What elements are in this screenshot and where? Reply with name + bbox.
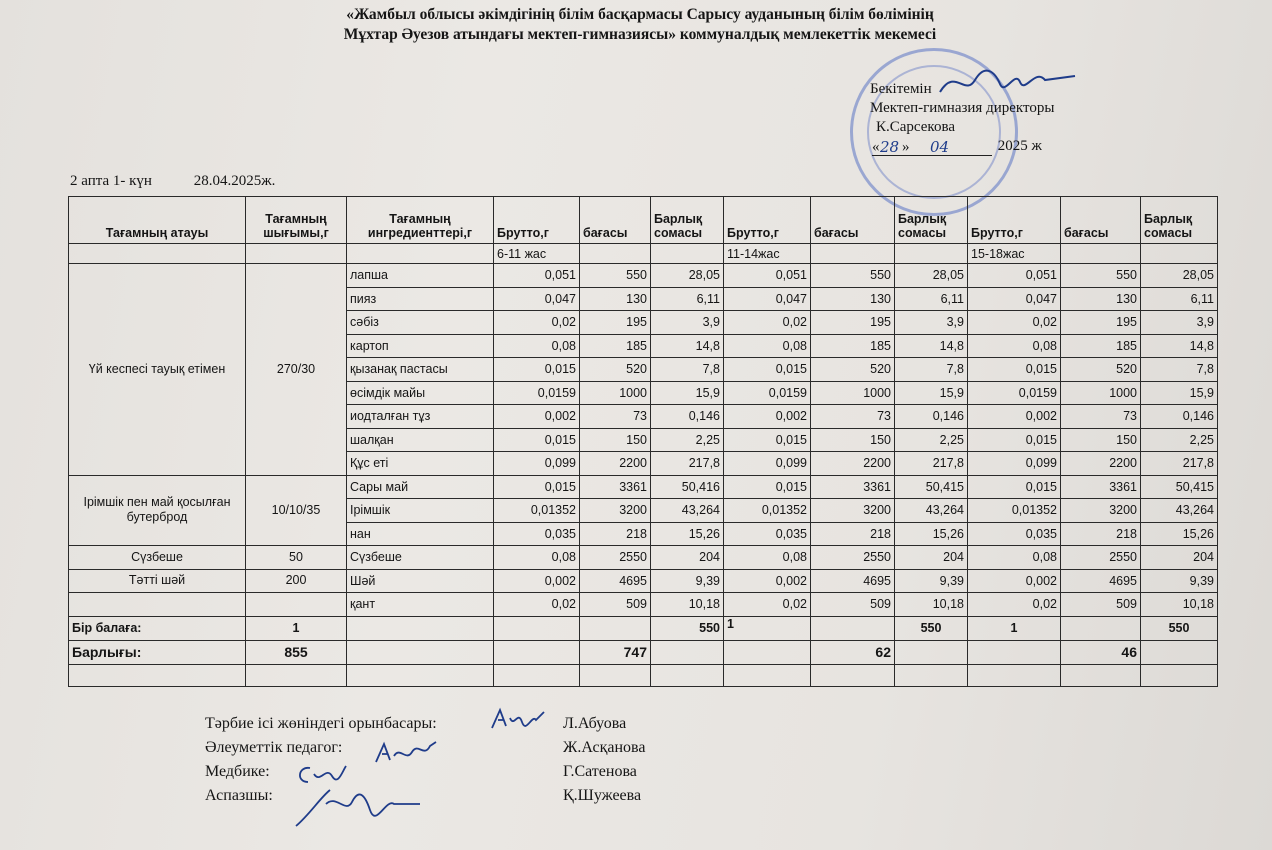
value-cell: 73 — [811, 405, 895, 429]
per-child-count-3: 1 — [968, 616, 1061, 640]
value-cell: 1000 — [811, 381, 895, 405]
value-cell: 0,08 — [724, 546, 811, 570]
value-cell: 7,8 — [1141, 358, 1218, 382]
table-header-row — [69, 197, 1218, 244]
value-cell: 0,099 — [968, 452, 1061, 476]
dish-yield — [246, 593, 347, 617]
value-cell: 130 — [1061, 287, 1141, 311]
ingredient-name: қызанақ пастасы — [347, 358, 494, 382]
value-cell: 217,8 — [1141, 452, 1218, 476]
value-cell: 0,002 — [968, 405, 1061, 429]
empty-cell — [811, 664, 895, 686]
signatures-block — [205, 712, 725, 808]
dish-yield: 10/10/35 — [246, 475, 347, 546]
empty-row — [69, 664, 1218, 686]
dish-name — [69, 593, 246, 617]
value-cell: 0,02 — [494, 593, 580, 617]
value-cell: 0,02 — [494, 311, 580, 335]
col-price-1: бағасы — [580, 197, 651, 244]
value-cell: 43,264 — [651, 499, 724, 523]
value-cell: 4695 — [1061, 569, 1141, 593]
value-cell: 0,015 — [494, 358, 580, 382]
value-cell: 50,415 — [895, 475, 968, 499]
value-cell: 0,015 — [724, 475, 811, 499]
value-cell: 73 — [1061, 405, 1141, 429]
value-cell: 2550 — [580, 546, 651, 570]
value-cell: 2,25 — [895, 428, 968, 452]
table-row — [69, 546, 1218, 570]
signature-person: Г.Сатенова — [563, 763, 637, 780]
value-cell: 0,015 — [494, 475, 580, 499]
col-yield: Тағамның шығымы,г — [246, 197, 347, 244]
day-info — [70, 173, 275, 190]
grand-total-1: 747 — [580, 640, 651, 664]
document-header — [190, 5, 1090, 45]
header-line-2: Мұхтар Әуезов атындағы мектеп-гимназиясы» коммуналдық мемлекеттік мекемесі — [343, 26, 937, 43]
menu-body — [69, 264, 1218, 617]
per-child-row — [69, 616, 1218, 640]
value-cell: 0,035 — [968, 522, 1061, 546]
value-cell: 6,11 — [895, 287, 968, 311]
grand-total-2: 62 — [811, 640, 895, 664]
date-close-quote: » — [902, 139, 910, 155]
value-cell: 28,05 — [895, 264, 968, 288]
empty-cell — [347, 616, 494, 640]
date-blank — [872, 138, 992, 156]
approve-word: Бекітемін — [870, 81, 932, 97]
value-cell: 0,015 — [494, 428, 580, 452]
value-cell: 195 — [580, 311, 651, 335]
col-price-2: бағасы — [811, 197, 895, 244]
empty-cell — [968, 664, 1061, 686]
empty-cell — [651, 244, 724, 264]
value-cell: 0,02 — [724, 593, 811, 617]
empty-cell — [1141, 640, 1218, 664]
value-cell: 14,8 — [895, 334, 968, 358]
value-cell: 0,099 — [494, 452, 580, 476]
empty-cell — [246, 244, 347, 264]
value-cell: 0,01352 — [724, 499, 811, 523]
director-signature — [935, 62, 1085, 102]
dish-yield: 200 — [246, 569, 347, 593]
value-cell: 0,047 — [494, 287, 580, 311]
value-cell: 0,08 — [968, 546, 1061, 570]
per-child-count-2: 1 — [724, 616, 811, 640]
value-cell: 0,02 — [724, 311, 811, 335]
value-cell: 15,9 — [1141, 381, 1218, 405]
value-cell: 1000 — [1061, 381, 1141, 405]
date-open-quote: « — [872, 139, 880, 155]
signature-person: Ж.Асқанова — [563, 739, 646, 756]
ingredient-name: қант — [347, 593, 494, 617]
col-total-1: Барлық сомасы — [651, 197, 724, 244]
value-cell: 3200 — [1061, 499, 1141, 523]
value-cell: 0,047 — [968, 287, 1061, 311]
value-cell: 2200 — [811, 452, 895, 476]
value-cell: 520 — [1061, 358, 1141, 382]
ingredient-name: нан — [347, 522, 494, 546]
value-cell: 550 — [1061, 264, 1141, 288]
grand-total-row — [69, 640, 1218, 664]
value-cell: 2,25 — [651, 428, 724, 452]
empty-cell — [811, 616, 895, 640]
value-cell: 550 — [580, 264, 651, 288]
value-cell: 0,146 — [895, 405, 968, 429]
signature-row — [205, 736, 725, 760]
value-cell: 3200 — [580, 499, 651, 523]
ingredient-name: Сүзбеше — [347, 546, 494, 570]
empty-cell — [69, 244, 246, 264]
ingredient-name: өсімдік майы — [347, 381, 494, 405]
value-cell: 15,26 — [651, 522, 724, 546]
value-cell: 3,9 — [895, 311, 968, 335]
approval-date — [870, 137, 1054, 156]
value-cell: 6,11 — [1141, 287, 1218, 311]
menu-table — [68, 196, 1218, 687]
value-cell: 0,051 — [494, 264, 580, 288]
ingredient-name: Құс еті — [347, 452, 494, 476]
director-position: Мектеп-гимназия директоры — [870, 100, 1055, 116]
col-gross-3: Брутто,г — [968, 197, 1061, 244]
table-row — [69, 264, 1218, 288]
dish-name: Сүзбеше — [69, 546, 246, 570]
value-cell: 28,05 — [651, 264, 724, 288]
dish-yield: 270/30 — [246, 264, 347, 476]
value-cell: 7,8 — [651, 358, 724, 382]
grand-total-3: 46 — [1061, 640, 1141, 664]
value-cell: 0,002 — [968, 569, 1061, 593]
value-cell: 3200 — [811, 499, 895, 523]
empty-cell — [494, 616, 580, 640]
signature-row — [205, 784, 725, 808]
value-cell: 15,9 — [895, 381, 968, 405]
empty-cell — [811, 244, 895, 264]
value-cell: 10,18 — [895, 593, 968, 617]
value-cell: 9,39 — [895, 569, 968, 593]
per-child-yield: 1 — [246, 616, 347, 640]
social-pedagogue-signature — [372, 738, 442, 768]
value-cell: 10,18 — [651, 593, 724, 617]
value-cell: 130 — [580, 287, 651, 311]
empty-cell — [968, 640, 1061, 664]
ingredient-name: пияз — [347, 287, 494, 311]
value-cell: 2550 — [1061, 546, 1141, 570]
empty-cell — [347, 664, 494, 686]
value-cell: 550 — [811, 264, 895, 288]
signature-role: Әлеуметтік педагог: — [205, 739, 343, 756]
ingredient-name: иодталған тұз — [347, 405, 494, 429]
col-ingredients: Тағамның ингредиенттері,г — [347, 197, 494, 244]
value-cell: 2,25 — [1141, 428, 1218, 452]
value-cell: 0,099 — [724, 452, 811, 476]
value-cell: 1000 — [580, 381, 651, 405]
date-month: 04 — [930, 138, 950, 156]
value-cell: 43,264 — [1141, 499, 1218, 523]
ingredient-name: сәбіз — [347, 311, 494, 335]
value-cell: 0,051 — [968, 264, 1061, 288]
value-cell: 2550 — [811, 546, 895, 570]
value-cell: 185 — [811, 334, 895, 358]
age-group-1: 6-11 жас — [494, 244, 580, 264]
empty-cell — [895, 664, 968, 686]
ingredient-name: лапша — [347, 264, 494, 288]
ingredient-name: Ірімшік — [347, 499, 494, 523]
value-cell: 0,002 — [724, 405, 811, 429]
empty-cell — [651, 664, 724, 686]
value-cell: 0,015 — [968, 428, 1061, 452]
table-row — [69, 569, 1218, 593]
value-cell: 15,26 — [895, 522, 968, 546]
value-cell: 2200 — [580, 452, 651, 476]
signature-person: Л.Абуова — [563, 715, 627, 732]
empty-cell — [580, 664, 651, 686]
value-cell: 15,26 — [1141, 522, 1218, 546]
value-cell: 0,002 — [494, 569, 580, 593]
empty-cell — [651, 640, 724, 664]
value-cell: 0,002 — [724, 569, 811, 593]
value-cell: 218 — [811, 522, 895, 546]
grand-total-label: Барлығы: — [69, 640, 246, 664]
value-cell: 520 — [811, 358, 895, 382]
table-row — [69, 593, 1218, 617]
value-cell: 3361 — [580, 475, 651, 499]
value-cell: 0,08 — [494, 334, 580, 358]
director-name: К.Сарсекова — [876, 119, 955, 135]
empty-cell — [895, 640, 968, 664]
value-cell: 0,0159 — [968, 381, 1061, 405]
header-line-1: «Жамбыл облысы әкімдігінің білім басқармасы Сарысу ауданының білім бөлімінің — [346, 6, 934, 23]
age-group-2: 11-14жас — [724, 244, 811, 264]
value-cell: 4695 — [580, 569, 651, 593]
ingredient-name: шалқан — [347, 428, 494, 452]
per-child-total-2: 550 — [895, 616, 968, 640]
empty-cell — [1061, 664, 1141, 686]
value-cell: 9,39 — [1141, 569, 1218, 593]
value-cell: 0,08 — [494, 546, 580, 570]
value-cell: 0,051 — [724, 264, 811, 288]
empty-cell — [895, 244, 968, 264]
value-cell: 0,01352 — [494, 499, 580, 523]
col-total-2: Барлық сомасы — [895, 197, 968, 244]
value-cell: 6,11 — [651, 287, 724, 311]
value-cell: 204 — [651, 546, 724, 570]
value-cell: 204 — [895, 546, 968, 570]
value-cell: 509 — [811, 593, 895, 617]
empty-cell — [724, 640, 811, 664]
col-gross-2: Брутто,г — [724, 197, 811, 244]
value-cell: 3361 — [1061, 475, 1141, 499]
value-cell: 0,02 — [968, 311, 1061, 335]
ingredient-name: Шәй — [347, 569, 494, 593]
value-cell: 0,015 — [968, 358, 1061, 382]
empty-cell — [1141, 664, 1218, 686]
per-child-total-3: 550 — [1141, 616, 1218, 640]
empty-cell — [246, 664, 347, 686]
value-cell: 73 — [580, 405, 651, 429]
dish-name: Ірімшік пен май қосылған бутерброд — [69, 475, 246, 546]
value-cell: 9,39 — [651, 569, 724, 593]
value-cell: 3,9 — [651, 311, 724, 335]
signature-role: Тәрбие ісі жөніндегі орынбасары: — [205, 715, 437, 732]
value-cell: 195 — [811, 311, 895, 335]
dish-yield: 50 — [246, 546, 347, 570]
value-cell: 150 — [1061, 428, 1141, 452]
grand-total-yield: 855 — [246, 640, 347, 664]
value-cell: 0,015 — [724, 428, 811, 452]
value-cell: 7,8 — [895, 358, 968, 382]
empty-cell — [724, 664, 811, 686]
value-cell: 520 — [580, 358, 651, 382]
value-cell: 185 — [580, 334, 651, 358]
empty-cell — [69, 664, 246, 686]
value-cell: 2200 — [1061, 452, 1141, 476]
value-cell: 50,416 — [651, 475, 724, 499]
empty-cell — [1141, 244, 1218, 264]
per-child-total-1: 550 — [651, 616, 724, 640]
value-cell: 10,18 — [1141, 593, 1218, 617]
empty-cell — [1061, 616, 1141, 640]
col-dish-name: Тағамның атауы — [69, 197, 246, 244]
value-cell: 28,05 — [1141, 264, 1218, 288]
value-cell: 3361 — [811, 475, 895, 499]
value-cell: 3,9 — [1141, 311, 1218, 335]
col-price-3: бағасы — [1061, 197, 1141, 244]
value-cell: 130 — [811, 287, 895, 311]
empty-cell — [1061, 244, 1141, 264]
value-cell: 195 — [1061, 311, 1141, 335]
empty-cell — [580, 244, 651, 264]
value-cell: 218 — [580, 522, 651, 546]
per-child-label: Бір балаға: — [69, 616, 246, 640]
value-cell: 0,047 — [724, 287, 811, 311]
value-cell: 204 — [1141, 546, 1218, 570]
signature-role: Аспазшы: — [205, 787, 273, 804]
empty-cell — [494, 640, 580, 664]
signature-row — [205, 712, 725, 736]
empty-cell — [494, 664, 580, 686]
value-cell: 43,264 — [895, 499, 968, 523]
value-cell: 50,415 — [1141, 475, 1218, 499]
value-cell: 509 — [1061, 593, 1141, 617]
value-cell: 0,035 — [494, 522, 580, 546]
date-year: 2025 ж — [997, 138, 1042, 154]
table-row — [69, 475, 1218, 499]
value-cell: 0,02 — [968, 593, 1061, 617]
value-cell: 150 — [580, 428, 651, 452]
col-gross-1: Брутто,г — [494, 197, 580, 244]
value-cell: 217,8 — [895, 452, 968, 476]
signature-row — [205, 760, 725, 784]
value-cell: 0,0159 — [724, 381, 811, 405]
value-cell: 0,015 — [968, 475, 1061, 499]
date-day: 28 — [880, 138, 900, 156]
value-cell: 185 — [1061, 334, 1141, 358]
empty-cell — [347, 640, 494, 664]
menu-date: 28.04.2025ж. — [193, 173, 276, 189]
value-cell: 0,035 — [724, 522, 811, 546]
age-group-3: 15-18жас — [968, 244, 1061, 264]
empty-cell — [580, 616, 651, 640]
ingredient-name: картоп — [347, 334, 494, 358]
value-cell: 15,9 — [651, 381, 724, 405]
value-cell: 150 — [811, 428, 895, 452]
value-cell: 4695 — [811, 569, 895, 593]
value-cell: 218 — [1061, 522, 1141, 546]
week-day: 2 апта 1- күн — [70, 173, 152, 189]
value-cell: 217,8 — [651, 452, 724, 476]
value-cell: 0,0159 — [494, 381, 580, 405]
deputy-signature — [488, 704, 548, 734]
value-cell: 0,146 — [1141, 405, 1218, 429]
cook-signature — [290, 784, 430, 830]
value-cell: 0,002 — [494, 405, 580, 429]
signature-person: Қ.Шужеева — [563, 787, 642, 804]
value-cell: 0,08 — [968, 334, 1061, 358]
value-cell: 14,8 — [651, 334, 724, 358]
dish-name: Тәтті шәй — [69, 569, 246, 593]
value-cell: 509 — [580, 593, 651, 617]
value-cell: 0,08 — [724, 334, 811, 358]
value-cell: 0,015 — [724, 358, 811, 382]
empty-cell — [347, 244, 494, 264]
age-group-row — [69, 244, 1218, 264]
signature-role: Медбике: — [205, 763, 270, 780]
value-cell: 0,146 — [651, 405, 724, 429]
ingredient-name: Сары май — [347, 475, 494, 499]
value-cell: 14,8 — [1141, 334, 1218, 358]
value-cell: 0,01352 — [968, 499, 1061, 523]
col-total-3: Барлық сомасы — [1141, 197, 1218, 244]
dish-name: Үй кеспесі тауық етімен — [69, 264, 246, 476]
